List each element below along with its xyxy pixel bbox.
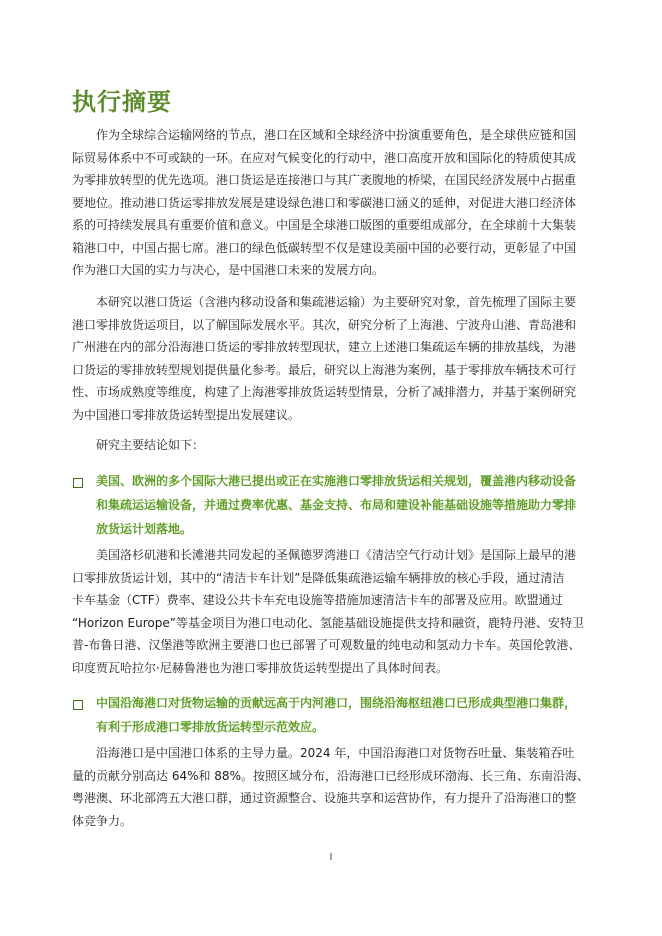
scope-line: 港口零排放货运项目，以了解国际发展水平。其次，研究分析了上海港、宁波舟山港、青岛港和 [72,317,577,332]
finding-body-line: 美国洛杉矶港和长滩港共同发起的圣佩德罗湾港口《清洁空气行动计划》是国际上最早的港 [96,548,577,562]
scope-line: 为中国港口零排放货运转型提出发展建议。 [72,407,301,422]
intro-line: 作为全球综合运输网络的节点，港口在区域和全球经济中扮演重要角色，是全球供应链和国 [96,128,577,142]
finding-body [72,742,592,832]
intro-line: 际贸易体系中不可或缺的一环。在应对气候变化的行动中，港口高度开放和国际化的特质使其成 [72,150,577,165]
finding-body-line: 粤港澳、环北部湾五大港口群，通过资源整合、设施共享和运营协作，有力提升了沿海港口的整 [72,791,577,805]
scope-line: 本研究以港口货运（含港内移动设备和集疏港运输）为主要研究对象，首先梳理了国际主要 [96,295,577,309]
scope-line: 广州港在内的部分沿海港口货运的零排放转型现状，建立上述港口集疏运车辆的排放基线，为港 [72,340,577,354]
intro-line: 要地位。推动港口货运零排放发展是建设绿色港口和零碳港口涵义的延伸，对促进大港口经济体 [72,195,577,210]
intro-line: 为零排放转型的优先选项。港口货运是连接港口与其广袤腹地的桥梁，在国民经济发展中占据重 [72,173,577,187]
conclusions-intro: 研究主要结论如下： [96,438,205,452]
page-title: 执行摘要 [72,88,172,116]
finding-body-line: “Horizon Europe”等基金项目为港口电动化、氢能基础设施提供支持和融资，鹿特丹港、安特卫 [72,615,584,630]
finding-body-line: 普-布鲁日港、汉堡港等欧洲主要港口也已部署了可观数量的纯电动和氢动力卡车。英国伦敦港、 [72,638,581,652]
scope-line: 口货运的零排放转型规划提供量化参考。最后，研究以上海港为案例，基于零排放车辆技术可行 [72,362,577,377]
finding-headline-line: 放货运计划落地。 [96,522,193,536]
intro-line: 作为港口大国的实力与决心，是中国港口未来的发展方向。 [72,263,385,277]
scope-paragraph [72,291,592,426]
finding-body-line: 沿海港口是中国港口体系的主导力量。2024 年，中国沿海港口对货物吞吐量、集装箱吞吐 [96,746,575,760]
intro-paragraph [72,124,592,282]
finding-body-line: 体竞争力。 [72,813,133,828]
finding-headline [96,691,596,739]
page-number: I [329,852,333,863]
checkbox-bullet-icon [73,700,83,710]
finding-headline-line: 有利于形成港口零排放货运转型示范效应。 [96,720,325,734]
finding-body-line: 印度贾瓦哈拉尔·尼赫鲁港也为港口零排放货运转型提出了具体时间表。 [72,660,448,675]
finding-headline-line: 和集疏运运输设备，并通过费率优惠、基金支持、布局和建设补能基础设施等措施助力零排 [96,498,577,512]
finding-headline-line: 美国、欧洲的多个国际大港已提出或正在实施港口零排放货运相关规划，覆盖港内移动设备 [96,474,577,488]
finding-headline-line: 中国沿海港口对货物运输的贡献远高于内河港口，围绕沿海枢纽港口已形成典型港口集群， [96,696,577,710]
finding-headline [96,469,596,541]
finding-body [72,544,592,679]
finding-body-line: 卡车基金（CTF）费率、建设公共卡车充电设施等措施加速清洁卡车的部署及应用。欧盟通过 [72,593,563,607]
scope-line: 性、市场成熟度等维度，构建了上海港零排放货运转型情景，分析了减排潜力，并基于案例研究 [72,385,577,399]
intro-line: 系的可持续发展具有重要价值和意义。中国是全球港口版图的重要组成部分，在全球前十大集装 [72,218,577,232]
checkbox-bullet-icon [73,478,83,488]
intro-line: 箱港口中，中国占据七席。港口的绿色低碳转型不仅是建设美丽中国的必要行动，更彰显了中国 [72,240,577,255]
finding-body-line: 量的贡献分别高达 64%和 88%。按照区域分布，沿海港口已经形成环渤海、长三角、东南沿海、 [72,768,589,783]
finding-body-line: 口零排放货运计划，其中的“清洁卡车计划”是降低集疏港运输车辆排放的核心手段，通过清洁 [72,570,565,585]
